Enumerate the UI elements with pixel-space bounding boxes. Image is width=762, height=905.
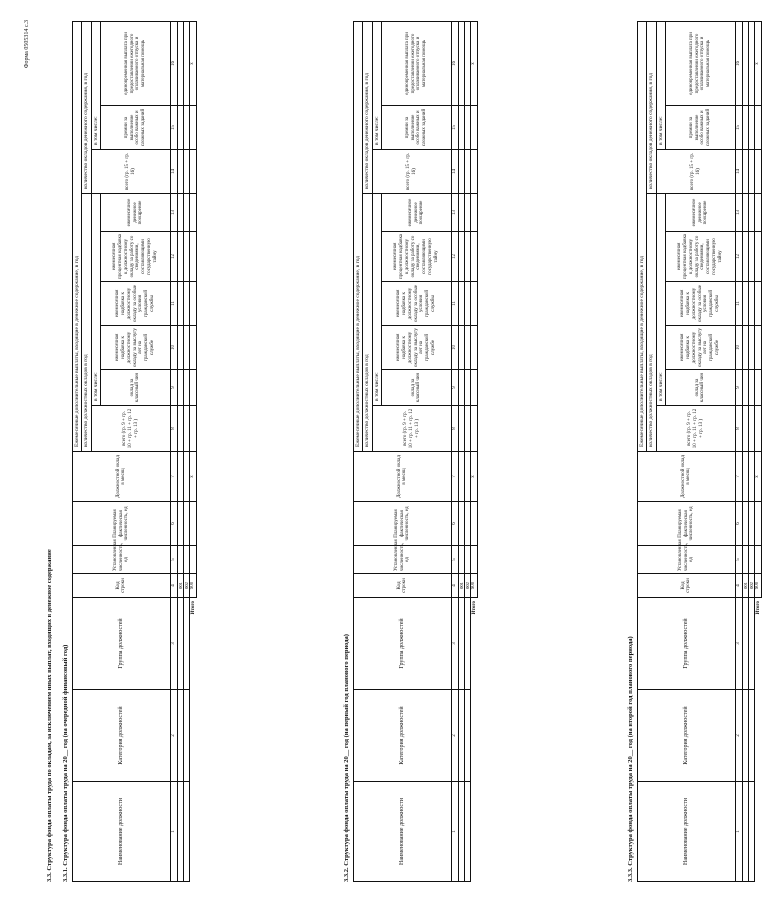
header-group: Группа должностей	[354, 598, 452, 690]
header-col13: ежемесячное денежное поощрение	[100, 194, 170, 232]
page-content	[20, 12, 761, 892]
header-code: Код строки	[638, 574, 736, 598]
empty-cell	[755, 194, 762, 232]
header-incl-2: в том числе:	[372, 21, 381, 149]
empty-cell	[471, 232, 478, 282]
fot-table	[72, 21, 197, 882]
header-col11: ежемесячная надбавка к должностному окладу за особые условия гражданской службы	[665, 282, 735, 326]
total-row	[755, 21, 762, 881]
column-number: 2	[451, 690, 458, 782]
column-number: 13	[451, 194, 458, 232]
fot-table	[353, 21, 478, 882]
header-salary: Должностной оклад в месяц	[354, 452, 452, 502]
row-code: 001	[177, 574, 183, 598]
header-col12: ежемесячная процентная надбавка к должностному окладу за работу со сведениями, составляющими государственную тайну	[100, 232, 170, 282]
column-number: 11	[451, 282, 458, 326]
header-monthly-payments: Ежемесячные дополнительные выплаты, входящие в денежное содержание, в год	[73, 21, 82, 451]
column-number: 8	[170, 406, 177, 452]
header-incl-1: в том числе:	[372, 194, 381, 406]
header-count-salary: количество должностных окладов в год	[82, 194, 91, 452]
empty-cell	[471, 370, 478, 406]
header-group: Группа должностей	[638, 598, 736, 690]
column-number: 7	[170, 452, 177, 502]
column-numbers-row	[735, 21, 742, 881]
header-row-1	[73, 21, 82, 881]
header-established: Установленная численность, ед	[638, 546, 736, 574]
empty-cell	[471, 546, 478, 574]
total-label: Итого	[190, 601, 196, 615]
column-number: 15	[170, 106, 177, 150]
header-col9: оклад за классный чин	[381, 370, 451, 406]
column-number: 14	[451, 150, 458, 194]
header-count-salary: количество должностных окладов в год	[363, 194, 372, 452]
header-monthly-payments: Ежемесячные дополнительные выплаты, входящие в денежное содержание, в год	[638, 21, 647, 451]
header-category: Категория должностей	[638, 690, 736, 782]
column-number: 6	[451, 502, 458, 546]
empty-cell	[471, 406, 478, 452]
empty-cell	[755, 232, 762, 282]
column-number: 15	[451, 106, 458, 150]
header-established: Установленная численность, ед	[73, 546, 171, 574]
column-number: 8	[735, 406, 742, 452]
x-mark: x	[755, 452, 762, 502]
column-number: 3	[170, 598, 177, 690]
empty-cell	[190, 546, 197, 574]
column-number: 13	[170, 194, 177, 232]
column-number: 11	[170, 282, 177, 326]
column-number: 10	[735, 326, 742, 370]
column-number: 5	[170, 546, 177, 574]
column-number: 16	[451, 21, 458, 105]
headline: 3.3. Структура фонда оплаты труда по окладам, за исключением иных выплат, входящих в денежное содержание	[46, 549, 53, 882]
column-number: 4	[735, 574, 742, 598]
header-count-other: количество окладов денежного содержания, в год	[82, 21, 91, 193]
header-row-1	[638, 21, 647, 881]
header-salary: Должностной оклад в месяц	[638, 452, 736, 502]
x-mark: x	[190, 21, 197, 105]
total-code: 900	[190, 574, 197, 598]
header-category: Категория должностей	[73, 690, 171, 782]
column-number: 10	[170, 326, 177, 370]
empty-cell	[471, 282, 478, 326]
header-col10: ежемесячная надбавка к должностному окладу за выслугу лет на гражданской службе	[100, 326, 170, 370]
empty-cell	[755, 150, 762, 194]
empty-cell	[755, 546, 762, 574]
header-name: Наименование должности	[73, 782, 171, 882]
header-col-14: всего (гр. 15 + гр. 16)	[656, 150, 735, 194]
total-code: 900	[755, 574, 762, 598]
column-number: 16	[735, 21, 742, 105]
empty-cell	[755, 406, 762, 452]
column-number: 14	[170, 150, 177, 194]
header-col16: единовременная выплата при предоставлении ежегодного оплачиваемого отпуска и материальная помощь	[665, 21, 735, 105]
header-col12: ежемесячная процентная надбавка к должностному окладу за работу со сведениями, составляющими государственную тайну	[665, 232, 735, 282]
empty-cell	[190, 370, 197, 406]
header-count-other: количество окладов денежного содержания, в год	[647, 21, 656, 193]
empty-cell	[755, 326, 762, 370]
empty-cell	[190, 106, 197, 150]
section-title: 3.3.2. Структура фонда оплаты труда на 20__ год (на первый год планового периода)	[343, 634, 350, 882]
column-number: 9	[451, 370, 458, 406]
column-number: 6	[170, 502, 177, 546]
section-title: 3.3.1. Структура фонда оплаты труда на 20__ год (на очередной финансовый год)	[62, 644, 69, 882]
column-number: 2	[735, 690, 742, 782]
column-number: 5	[451, 546, 458, 574]
column-number: 1	[170, 782, 177, 882]
column-number: 14	[735, 150, 742, 194]
empty-cell	[755, 106, 762, 150]
empty-cell	[755, 370, 762, 406]
column-number: 9	[735, 370, 742, 406]
column-number: 15	[735, 106, 742, 150]
empty-cell	[190, 282, 197, 326]
header-code: Код строки	[73, 574, 171, 598]
column-number: 16	[170, 21, 177, 105]
section-1	[62, 22, 197, 882]
header-col12: ежемесячная процентная надбавка к должностному окладу за работу со сведениями, составляющими государственную тайну	[381, 232, 451, 282]
x-mark: x	[471, 452, 478, 502]
column-number: 9	[170, 370, 177, 406]
header-col15: премии за выполнение особо важных и сложных заданий	[381, 106, 451, 150]
column-number: 8	[451, 406, 458, 452]
empty-cell	[190, 406, 197, 452]
row-code: 002	[184, 574, 190, 598]
header-planned: Планируемая фактическая численность, ед	[354, 502, 452, 546]
header-category: Категория должностей	[354, 690, 452, 782]
header-count-other: количество окладов денежного содержания, в год	[363, 21, 372, 193]
header-col-14: всего (гр. 15 + гр. 16)	[372, 150, 451, 194]
column-number: 7	[735, 452, 742, 502]
header-col16: единовременная выплата при предоставлении ежегодного оплачиваемого отпуска и материальная помощь	[381, 21, 451, 105]
column-numbers-row	[451, 21, 458, 881]
total-label: Итого	[755, 601, 761, 615]
empty-cell	[190, 502, 197, 546]
header-col15: премии за выполнение особо важных и сложных заданий	[100, 106, 170, 150]
fot-table	[637, 21, 762, 882]
section-2	[343, 22, 478, 882]
empty-cell	[471, 502, 478, 546]
header-col11: ежемесячная надбавка к должностному окладу за особые условия гражданской службы	[100, 282, 170, 326]
header-col-8: всего (гр. 9 + гр. 10 + гр. 11 + гр. 12 + гр. 13 )	[656, 406, 735, 452]
total-row	[471, 21, 478, 881]
header-name: Наименование должности	[354, 782, 452, 882]
row-code: 002	[749, 574, 755, 598]
header-code: Код строки	[354, 574, 452, 598]
x-mark: x	[471, 21, 478, 105]
column-number: 4	[170, 574, 177, 598]
header-planned: Планируемая фактическая численность, ед	[638, 502, 736, 546]
empty-cell	[190, 326, 197, 370]
empty-cell	[471, 106, 478, 150]
header-monthly-payments: Ежемесячные дополнительные выплаты, входящие в денежное содержание, в год	[354, 21, 363, 451]
column-number: 5	[735, 546, 742, 574]
empty-cell	[190, 232, 197, 282]
row-code: 001	[458, 574, 464, 598]
column-number: 11	[735, 282, 742, 326]
row-code: 002	[465, 574, 471, 598]
header-count-salary: количество должностных окладов в год	[647, 194, 656, 452]
column-number: 12	[735, 232, 742, 282]
header-col11: ежемесячная надбавка к должностному окладу за особые условия гражданской службы	[381, 282, 451, 326]
form-code: Форма 0505314 с.3	[24, 20, 30, 69]
empty-cell	[190, 194, 197, 232]
header-incl-2: в том числе:	[656, 21, 665, 149]
header-col13: ежемесячное денежное поощрение	[665, 194, 735, 232]
total-label: Итого	[471, 601, 477, 615]
header-incl-2: в том числе:	[91, 21, 100, 149]
column-number: 13	[735, 194, 742, 232]
column-number: 12	[170, 232, 177, 282]
header-col-8: всего (гр. 9 + гр. 10 + гр. 11 + гр. 12 + гр. 13 )	[91, 406, 170, 452]
empty-cell	[471, 194, 478, 232]
x-mark: x	[190, 452, 197, 502]
header-name: Наименование должности	[638, 782, 736, 882]
header-row-1	[354, 21, 363, 881]
empty-cell	[755, 282, 762, 326]
column-number: 3	[451, 598, 458, 690]
header-salary: Должностной оклад в месяц	[73, 452, 171, 502]
column-number: 1	[451, 782, 458, 882]
header-incl-1: в том числе:	[656, 194, 665, 406]
section-title: 3.3.3. Структура фонда оплаты труда на 20__ год (на второй год планового периода)	[627, 636, 634, 882]
empty-cell	[471, 326, 478, 370]
column-number: 2	[170, 690, 177, 782]
total-code: 900	[471, 574, 478, 598]
total-row	[190, 21, 197, 881]
header-planned: Планируемая фактическая численность, ед	[73, 502, 171, 546]
section-3	[627, 22, 762, 882]
header-col9: оклад за классный чин	[100, 370, 170, 406]
header-group: Группа должностей	[73, 598, 171, 690]
header-established: Установленная численность, ед	[354, 546, 452, 574]
column-number: 4	[451, 574, 458, 598]
empty-cell	[471, 150, 478, 194]
header-col10: ежемесячная надбавка к должностному окладу за выслугу лет на гражданской службе	[665, 326, 735, 370]
column-number: 12	[451, 232, 458, 282]
header-incl-1: в том числе:	[91, 194, 100, 406]
header-col16: единовременная выплата при предоставлении ежегодного оплачиваемого отпуска и материальная помощь	[100, 21, 170, 105]
column-number: 1	[735, 782, 742, 882]
header-col13: ежемесячное денежное поощрение	[381, 194, 451, 232]
empty-cell	[190, 150, 197, 194]
header-col-8: всего (гр. 9 + гр. 10 + гр. 11 + гр. 12 + гр. 13 )	[372, 406, 451, 452]
header-col15: премии за выполнение особо важных и сложных заданий	[665, 106, 735, 150]
column-numbers-row	[170, 21, 177, 881]
column-number: 10	[451, 326, 458, 370]
empty-cell	[755, 502, 762, 546]
row-code: 001	[742, 574, 748, 598]
header-col10: ежемесячная надбавка к должностному окладу за выслугу лет на гражданской службе	[381, 326, 451, 370]
column-number: 6	[735, 502, 742, 546]
column-number: 3	[735, 598, 742, 690]
header-col9: оклад за классный чин	[665, 370, 735, 406]
header-col-14: всего (гр. 15 + гр. 16)	[91, 150, 170, 194]
x-mark: x	[755, 21, 762, 105]
column-number: 7	[451, 452, 458, 502]
